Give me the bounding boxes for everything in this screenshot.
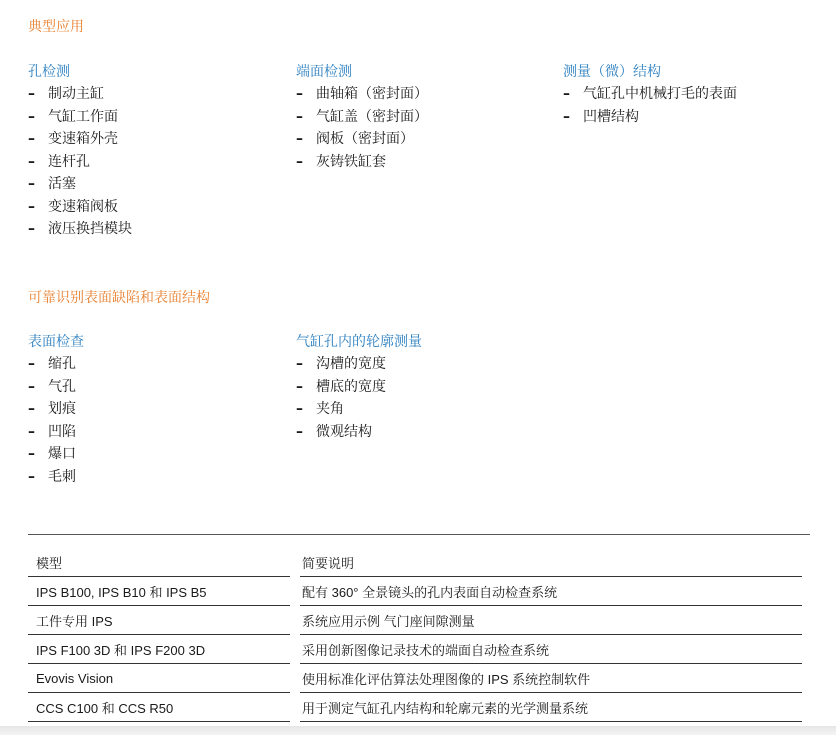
cell-description: 使用标准化评估算法处理图像的 IPS 系统控制软件 [300,664,802,693]
table-top-rule [28,534,810,535]
list-item [28,83,132,106]
list-item [296,376,422,399]
bullet-dash: – [296,131,303,147]
list-item [28,466,84,489]
list-item-text: 气孔 [48,378,76,395]
list-item [296,398,422,421]
bullet-dash: – [296,378,303,395]
cell-description: 系统应用示例 气门座间隙测量 [300,606,802,635]
section-title-typical-applications: 典型应用 [28,19,84,35]
list-item [28,398,84,421]
list-item [28,443,84,466]
bullet-dash: – [28,446,35,462]
list-item [296,128,428,151]
bullet-dash: – [28,131,35,147]
list-item-text: 沟槽的宽度 [316,356,386,372]
list-item [28,353,84,376]
list-item-text: 气缸孔中机械打毛的表面 [583,86,737,102]
bullet-dash: – [296,401,303,417]
list-item [296,421,422,444]
bullet-dash: – [296,356,303,372]
bullet-dash: – [28,198,35,215]
bullet-dash: – [28,378,35,395]
list-item-text: 划痕 [48,401,76,417]
table-row [28,606,802,635]
list-item-text: 阀板（密封面） [316,131,414,147]
bullet-list [296,83,428,173]
bullet-dash: – [28,86,35,102]
list-item-text: 液压换挡模块 [48,221,132,237]
column-heading: 表面检查 [28,334,84,350]
list-item [296,353,422,376]
list-item [28,173,132,196]
bullet-list [28,83,132,241]
cell-model: 工件专用 IPS [28,606,290,635]
models-table [28,548,802,722]
list-item-text: 槽底的宽度 [316,378,386,395]
list-item [28,196,132,219]
cell-model: IPS B100, IPS B10 和 IPS B5 [28,577,290,606]
list-item [296,83,428,106]
list-item [296,106,428,129]
list-item [28,151,132,174]
list-item-text: 气缸盖（密封面） [316,108,428,125]
list-item [296,151,428,174]
column-surface-inspection [28,331,84,488]
list-item-text: 缩孔 [48,356,76,372]
list-item [563,83,737,106]
list-item-text: 活塞 [48,176,76,192]
list-item [28,218,132,241]
table-row [28,664,802,693]
list-item [28,106,132,129]
column-face-inspection [296,61,428,173]
list-item-text: 灰铸铁缸套 [316,153,386,170]
cell-model: Evovis Vision [28,664,290,693]
cell-description: 用于测定气缸孔内结构和轮廓元素的光学测量系统 [300,693,802,722]
header-description: 简要说明 [300,548,802,577]
bullet-dash: – [563,108,570,125]
list-item-text: 爆口 [48,446,76,462]
table-row [28,577,802,606]
bullet-dash: – [296,86,303,102]
bullet-list [28,353,84,488]
page-bottom-edge [0,726,836,735]
table-header-row [28,548,802,577]
column-heading: 测量（微）结构 [563,64,661,80]
list-item-text: 毛刺 [48,468,76,485]
bullet-dash: – [28,423,35,440]
bullet-dash: – [563,86,570,102]
list-item-text: 夹角 [316,401,344,417]
bullet-dash: – [28,356,35,372]
column-micro-structure [563,61,737,128]
list-item [28,128,132,151]
table-row [28,635,802,664]
list-item-text: 气缸工作面 [48,108,118,125]
column-contour-measurement [296,331,422,443]
header-model: 模型 [28,548,290,577]
list-item [28,421,84,444]
column-heading: 气缸孔内的轮廓测量 [296,334,422,350]
bullet-dash: – [296,153,303,170]
bullet-list [563,83,737,128]
bullet-dash: – [296,423,303,440]
bullet-dash: – [28,221,35,237]
list-item-text: 变速箱外壳 [48,131,118,147]
cell-description: 采用创新图像记录技术的端面自动检查系统 [300,635,802,664]
bullet-dash: – [296,108,303,125]
list-item-text: 变速箱阀板 [48,198,118,215]
column-heading: 孔检测 [28,64,70,80]
bullet-dash: – [28,176,35,192]
list-item-text: 凹陷 [48,423,76,440]
bullet-dash: – [28,401,35,417]
cell-model: IPS F100 3D 和 IPS F200 3D [28,635,290,664]
column-bore-inspection [28,61,132,241]
list-item-text: 微观结构 [316,423,372,440]
bullet-dash: – [28,108,35,125]
list-item [28,376,84,399]
list-item-text: 连杆孔 [48,153,90,170]
cell-description: 配有 360° 全景镜头的孔内表面自动检查系统 [300,577,802,606]
list-item-text: 制动主缸 [48,86,104,102]
section-title-surface-defects: 可靠识别表面缺陷和表面结构 [28,290,210,306]
column-heading: 端面检测 [296,64,352,80]
bullet-list [296,353,422,443]
cell-model: CCS C100 和 CCS R50 [28,693,290,722]
list-item-text: 曲轴箱（密封面） [316,86,428,102]
table-row [28,693,802,722]
bullet-dash: – [28,468,35,485]
bullet-dash: – [28,153,35,170]
list-item [563,106,737,129]
list-item-text: 凹槽结构 [583,108,639,125]
